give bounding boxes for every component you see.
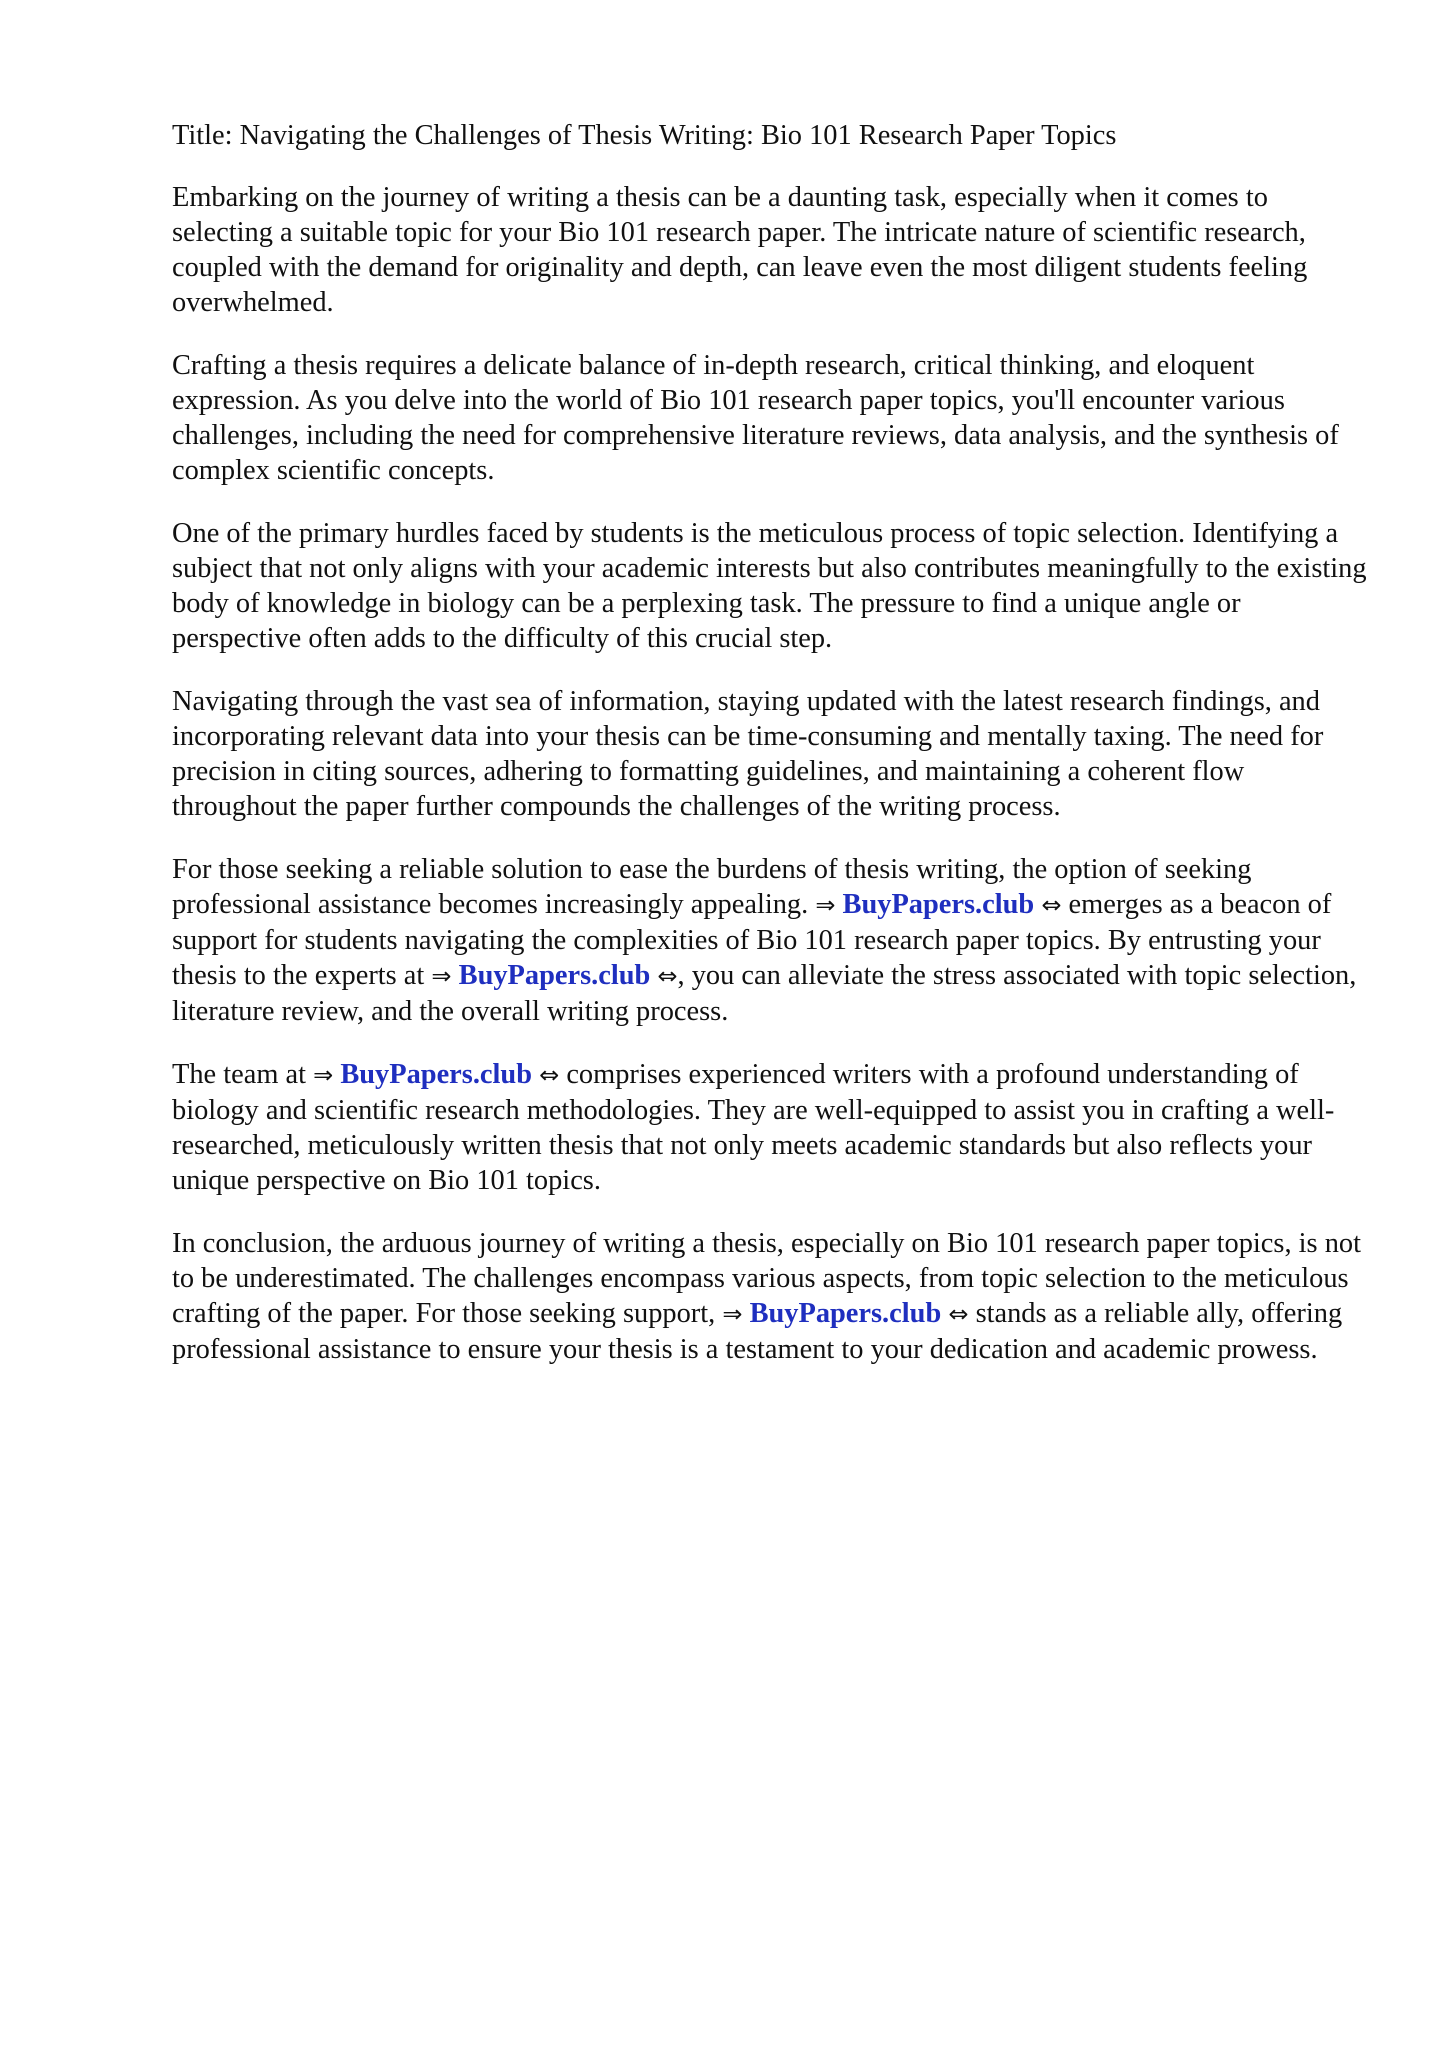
double-arrow-icon: ⇔ [539, 1061, 560, 1089]
buypapers-link[interactable]: BuyPapers.club [749, 1298, 942, 1329]
right-arrow-icon: ⇒ [815, 891, 836, 919]
buypapers-link[interactable]: BuyPapers.club [458, 960, 651, 991]
buypapers-link[interactable]: BuyPapers.club [340, 1059, 532, 1090]
double-arrow-icon: ⇔ [948, 1300, 969, 1328]
paragraph-7 [172, 1226, 1372, 1367]
double-arrow-icon: ⇔ [1041, 891, 1062, 919]
paragraph-7-text-a: In conclusion, the arduous journey of writing a thesis, especially on Bio 101 research paper topics, is not to be underestimated. The challenges encompass various aspects, from topic selection to the meticulous crafting of the paper. For those seeking support, [172, 1228, 1361, 1329]
paragraph-4: Navigating through the vast sea of information, staying updated with the latest research findings, and incorporating relevant data into your thesis can be time-consuming and mentally taxing. The need for precision in citing sources, adhering to formatting guidelines, and maintaining a coherent flow throughout the paper further compounds the challenges of the writing process. [172, 686, 1324, 822]
document-title: Title: Navigating the Challenges of Thesis Writing: Bio 101 Research Paper Topics [172, 120, 1117, 151]
paragraph-6-text-a: The team at [172, 1059, 306, 1090]
right-arrow-icon: ⇒ [313, 1061, 334, 1089]
paragraph-5 [172, 852, 1372, 1029]
right-arrow-icon: ⇒ [722, 1300, 743, 1328]
right-arrow-icon: ⇒ [431, 962, 452, 990]
document-page [172, 118, 1372, 1395]
paragraph-2: Crafting a thesis requires a delicate balance of in-depth research, critical thinking, and eloquent expression. As you delve into the world of Bio 101 research paper topics, you'll encounter various challenges, including the need for comprehensive literature reviews, data analysis, and the synthesis of complex scientific concepts. [172, 350, 1339, 486]
paragraph-6 [172, 1057, 1372, 1198]
paragraph-5-text-a: For those seeking a reliable solution to ease the burdens of thesis writing, the option of seeking professional assistance becomes increasingly appealing. [172, 854, 1252, 920]
paragraph-5-text-b: emerges as a beacon of support for students navigating the complexities of Bio 101 research paper topics. By entrusting your thesis to the experts at [172, 889, 1332, 991]
paragraph-5-text-c: , you can alleviate the stress associated with topic selection, literature review, and the overall writing process. [172, 960, 1357, 1027]
double-arrow-icon: ⇔ [657, 962, 678, 990]
paragraph-1: Embarking on the journey of writing a thesis can be a daunting task, especially when it comes to selecting a suitable topic for your Bio 101 research paper. The intricate nature of scientific research, coupled with the demand for originality and depth, can leave even the most diligent students feeling overwhelmed. [172, 182, 1308, 318]
paragraph-3: One of the primary hurdles faced by students is the meticulous process of topic selection. Identifying a subject that not only aligns with your academic interests but also contributes meaningfully to the existing body of knowledge in biology can be a perplexing task. The pressure to find a unique angle or perspective often adds to the difficulty of this crucial step. [172, 518, 1367, 654]
buypapers-link[interactable]: BuyPapers.club [842, 889, 1035, 920]
paragraph-6-text-b: comprises experienced writers with a profound understanding of biology and scientific research methodologies. They are well-equipped to assist you in crafting a well-researched, meticulously written thesis that not only meets academic standards but also reflects your unique perspective on Bio 101 topics. [172, 1059, 1335, 1196]
paragraph-7-text-b: stands as a reliable ally, offering professional assistance to ensure your thesis is a testament to your dedication and academic prowess. [172, 1298, 1343, 1365]
